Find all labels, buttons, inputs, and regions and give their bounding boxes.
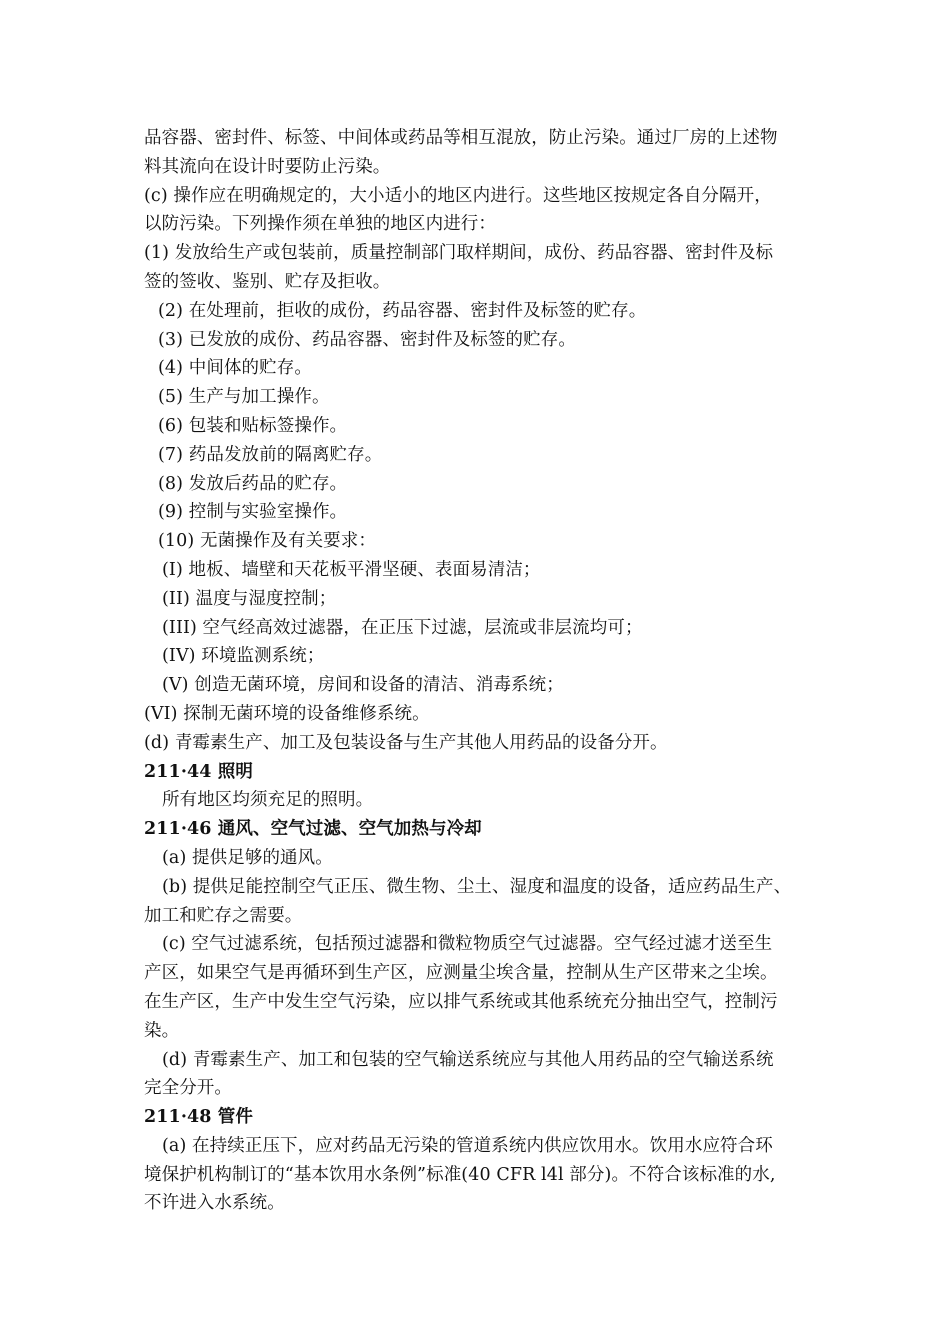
text-line: 料其流向在设计时要防止污染。 — [144, 156, 391, 177]
text-line: 加工和贮存之需要。 — [144, 905, 303, 926]
text-line: (5) 生产与加工操作。 — [158, 387, 330, 408]
text-line: (I) 地板、墙壁和天花板平滑坚硬、表面易清洁； — [162, 559, 541, 580]
text-line: (II) 温度与湿度控制； — [162, 588, 337, 609]
text-line: (a) 在持续正压下，应对药品无污染的管道系统内供应饮用水。饮用水应符合环 — [162, 1135, 773, 1156]
text-line: (IV) 环境监测系统； — [162, 646, 325, 667]
text-line: (d) 青霉素生产、加工和包装的空气输送系统应与其他人用药品的空气输送系统 — [162, 1049, 774, 1070]
text-line: 不许进入水系统。 — [144, 1193, 285, 1214]
text-line: (1) 发放给生产或包装前，质量控制部门取样期间，成份、药品容器、密封件及标 — [144, 243, 774, 264]
text-line: (a) 提供足够的通风。 — [162, 847, 333, 868]
text-line: (9) 控制与实验室操作。 — [158, 502, 348, 523]
text-line: (c) 空气过滤系统，包括预过滤器和微粒物质空气过滤器。空气经过滤才送至生 — [162, 934, 773, 955]
text-line: 所有地区均须充足的照明。 — [162, 790, 374, 811]
text-line: (3) 已发放的成份、药品容器、密封件及标签的贮存。 — [158, 329, 576, 350]
text-line: (b) 提供足能控制空气正压、微生物、尘土、湿度和温度的设备，适应药品生产、 — [162, 876, 792, 897]
text-line: (III) 空气经高效过滤器，在正压下过滤，层流或非层流均可； — [162, 617, 643, 638]
section-heading: 211·48 管件 — [144, 1107, 253, 1128]
text-line: (c) 操作应在明确规定的，大小适小的地区内进行。这些地区按规定各自分隔开， — [144, 185, 772, 206]
text-line: (8) 发放后药品的贮存。 — [158, 473, 348, 494]
text-line: 在生产区，生产中发生空气污染，应以排气系统或其他系统充分抽出空气，控制污 — [144, 991, 778, 1012]
text-line: (10) 无菌操作及有关要求： — [158, 531, 376, 552]
section-heading: 211·44 照明 — [144, 761, 253, 782]
text-line: 以防污染。下列操作须在单独的地区内进行： — [144, 214, 496, 235]
text-line: (7) 药品发放前的隔离贮存。 — [158, 444, 383, 465]
text-line: (6) 包装和贴标签操作。 — [158, 415, 348, 436]
text-line: 签的签收、鉴别、贮存及拒收。 — [144, 271, 391, 292]
text-line: (d) 青霉素生产、加工及包装设备与生产其他人用药品的设备分开。 — [144, 732, 668, 753]
text-line: 染。 — [144, 1020, 180, 1041]
text-line: (V) 创造无菌环境，房间和设备的清洁、消毒系统； — [162, 675, 564, 696]
text-line: (VI) 探制无菌环境的设备维修系统。 — [144, 703, 430, 724]
text-line: (2) 在处理前，拒收的成份，药品容器、密封件及标签的贮存。 — [158, 300, 647, 321]
text-line: (4) 中间体的贮存。 — [158, 358, 312, 379]
section-heading: 211·46 通风、空气过滤、空气加热与冷却 — [144, 819, 482, 840]
text-line: 品容器、密封件、标签、中间体或药品等相互混放，防止污染。通过厂房的上述物 — [144, 128, 778, 148]
text-line: 完全分开。 — [144, 1078, 232, 1099]
text-line: 境保护机构制订的“基本饮用水条例”标准(40 CFR l4l 部分)。不符合该标准的水, — [144, 1164, 776, 1185]
text-line: 产区，如果空气是再循环到生产区，应测量尘埃含量，控制从生产区带来之尘埃。 — [144, 963, 778, 984]
document-body — [144, 124, 824, 1218]
